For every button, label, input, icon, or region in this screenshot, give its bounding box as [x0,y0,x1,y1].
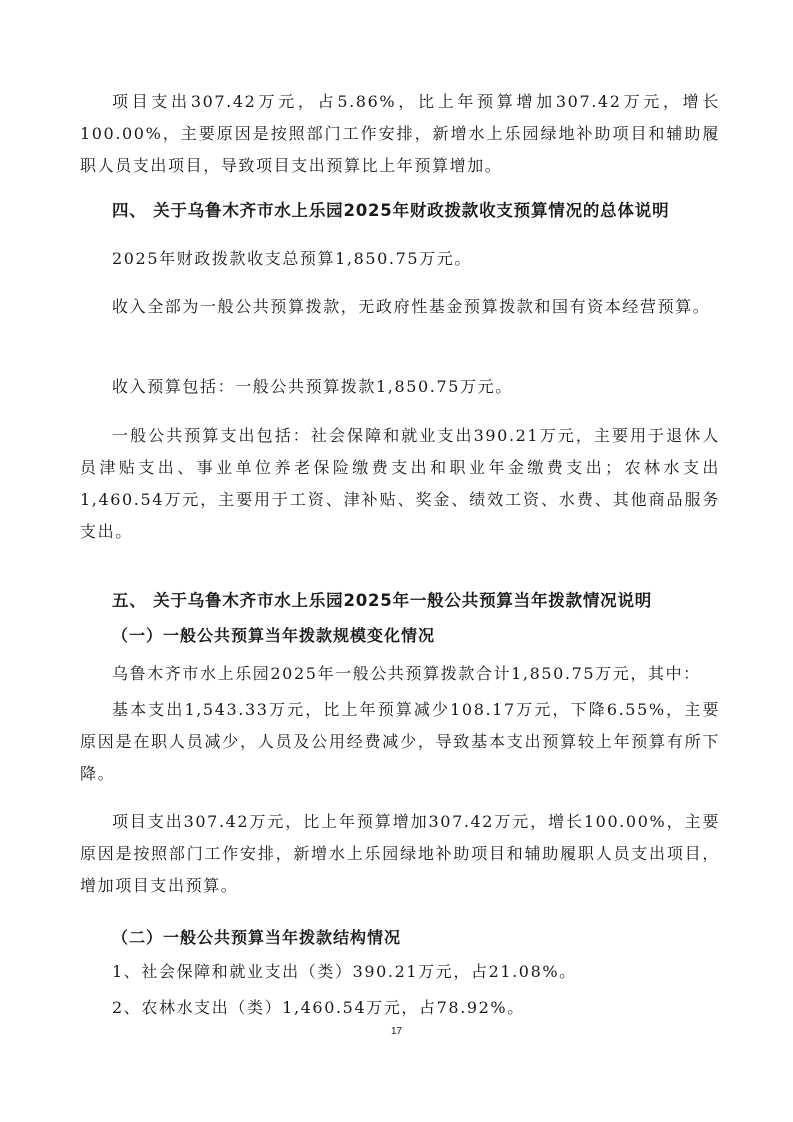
list-item-social-security: 1、社会保障和就业支出（类）390.21万元，占21.08%。 [112,962,577,981]
section-heading-4: 四、 关于乌鲁木齐市水上乐园2025年财政拨款收支预算情况的总体说明 [112,201,670,220]
paragraph-income-budget: 收入预算包括：一般公共预算拨款1,850.75万元。 [112,377,513,396]
page-number: 17 [390,1026,403,1037]
paragraph-project-expenditure-2: 项目支出307.42万元，比上年预算增加307.42万元，增长100.00%，主要原因是按照部门工作安排，新增水上乐园绿地补助项目和辅助履职人员支出项目，增加项目支出预算。 [80,812,720,895]
paragraph-basic-expenditure: 基本支出1,543.33万元，比上年预算减少108.17万元，下降6.55%，主要原因是在职人员减少，人员及公用经费减少，导致基本支出预算较上年预算有所下降。 [80,700,720,783]
paragraph-project-expenditure-1: 项目支出307.42万元，占5.86%，比上年预算增加307.42万元，增长100.00%，主要原因是按照部门工作安排，新增水上乐园绿地补助项目和辅助履职人员支出项目，导致项目支出预算比上年预算增加。 [80,92,720,175]
paragraph-public-expenditure: 一般公共预算支出包括：社会保障和就业支出390.21万元，主要用于退休人员津贴支出、事业单位养老保险缴费支出和职业年金缴费支出；农林水支出1,460.54万元，主要用于工资、津补贴、奖金、绩效工资、水费、其他商品服务支出。 [80,426,720,541]
paragraph-appropriation-total: 乌鲁木齐市水上乐园2025年一般公共预算拨款合计1,850.75万元，其中： [112,664,701,683]
list-item-agriculture: 2、农林水支出（类）1,460.54万元，占78.92%。 [112,998,525,1017]
subsection-heading-1: （一）一般公共预算当年拨款规模变化情况 [112,626,436,645]
paragraph-total-budget: 2025年财政拨款收支总预算1,850.75万元。 [112,249,472,268]
section-heading-5: 五、 关于乌鲁木齐市水上乐园2025年一般公共预算当年拨款情况说明 [112,591,653,610]
paragraph-income-sources: 收入全部为一般公共预算拨款，无政府性基金预算拨款和国有资本经营预算。 [112,297,711,316]
subsection-heading-2: （二）一般公共预算当年拨款结构情况 [112,928,402,947]
